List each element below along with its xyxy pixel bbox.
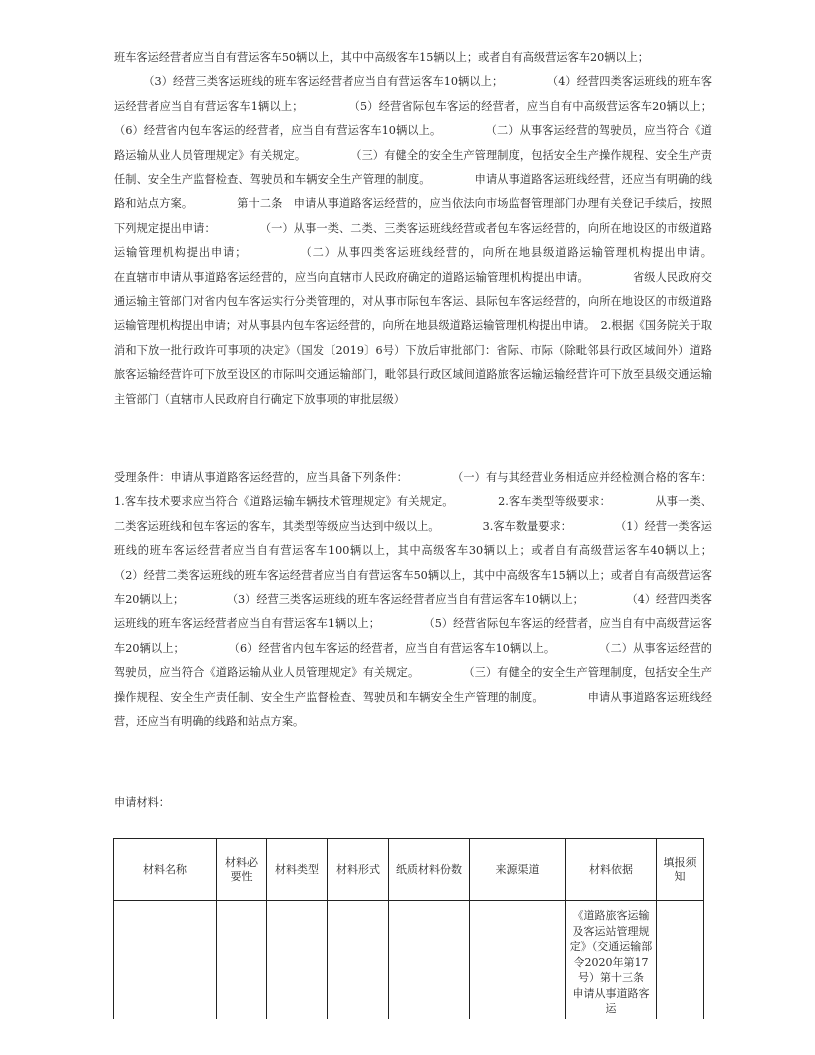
header-necessity: 材料必要性 (217, 839, 267, 901)
materials-table (113, 838, 704, 1019)
cell-necessity (217, 901, 267, 1019)
cell-material-name (114, 901, 217, 1019)
cell-material-form (328, 901, 389, 1019)
cell-material-type (267, 901, 328, 1019)
content-paragraph-1: 班车客运经营者应当自有营运客车50辆以上，其中中高级客车15辆以上；或者自有高级营运客车20辆以上； （3）经营三类客运班线的班车客运经营者应当自有营运客车10辆以上； （4）经营四类客运班线的班车客运经营者应当自有营运客车1辆以上； （5）经营省际包车客运的经营者，应当自有中高级营运客车20辆以上； （6）经营省内包车客运的经营者，应当自有营运客车10辆以上。 （二）从事客运经营的驾驶员，应当符合《道路运输从业人员管理规定》有关规定。 （三）有健全的安全生产管理制度，包括安全生产操作规程、安全生产责任制、安全生产监督检查、驾驶员和车辆安全生产管理的制度。 申请从事道路客运班线经营，还应当有明确的线路和站点方案。 第十二条 申请从事道路客运经营的，应当依法向市场监督管理部门办理有关登记手续后，按照下列规定提出申请： （一）从事一类、二类、三类客运班线经营或者包车客运经营的，向所在地设区的市级道路运输管理机构提出申请； （二）从事四类客运班线经营的，向所在地县级道路运输管理机构提出申请。 在直辖市申请从事道路客运经营的，应当向直辖市人民政府确定的道路运输管理机构提出申请。 省级人民政府交通运输主管部门对省内包车客运实行分类管理的，对从事市际包车客运、县际包车客运经营的，向所在地设区的市级道路运输管理机构提出申请；对从事县内包车客运经营的，向所在地县级道路运输管理机构提出申请。 2.根据《国务院关于取消和下放一批行政许可事项的决定》（国发〔2019〕6号）下放后审批部门：省际、市际（除毗邻县行政区域间外）道路旅客运输经营许可下放至设区的市际叫交通运输部门，毗邻县行政区域间道路旅客运输运输经营许可下放至县级交通运输主管部门（直辖市人民政府自行确定下放事项的审批层级） (114, 51, 713, 406)
acceptance-conditions-paragraph: 受理条件：申请从事道路客运经营的，应当具备下列条件： （一）有与其经营业务相适应并经检测合格的客车： 1.客车技术要求应当符合《道路运输车辆技术管理规定》有关规定。 2.客车类型等级要求： 从事一类、二类客运班线和包车客运的客车，其类型等级应当达到中级以上。 3.客车数量要求： （1）经营一类客运班线的班车客运经营者应当自有营运客车100辆以上，其中高级客车30辆以上；或者自有高级营运客车40辆以上； （2）经营二类客运班线的班车客运经营者应当自有营运客车50辆以上，其中中高级客车15辆以上；或者自有高级营运客车20辆以上； （3）经营三类客运班线的班车客运经营者应当自有营运客车10辆以上； （4）经营四类客运班线的班车客运经营者应当自有营运客车1辆以上； （5）经营省际包车客运的经营者，应当自有中高级营运客车20辆以上； （6）经营省内包车客运的经营者，应当自有营运客车10辆以上。 （二）从事客运经营的驾驶员，应当符合《道路运输从业人员管理规定》有关规定。 （三）有健全的安全生产管理制度，包括安全生产操作规程、安全生产责任制、安全生产监督检查、驾驶员和车辆安全生产管理的制度。 申请从事道路客运班线经营，还应当有明确的线路和站点方案。 (114, 471, 755, 729)
table-header-row (114, 839, 704, 901)
cell-filling-notes (657, 901, 704, 1019)
cell-paper-copies (389, 901, 470, 1019)
materials-heading: 申请材料： (114, 796, 170, 809)
header-material-basis: 材料依据 (566, 839, 657, 901)
header-filling-notes: 填报须知 (657, 839, 704, 901)
header-paper-copies: 纸质材料份数 (389, 839, 470, 901)
header-source-channel: 来源渠道 (470, 839, 566, 901)
table-row (114, 901, 704, 1019)
cell-material-basis: 《道路旅客运输及客运站管理规定》（交通运输部令2020年第17号）第十三条 申请从事道路客运 (566, 901, 657, 1019)
header-material-name: 材料名称 (114, 839, 217, 901)
cell-source-channel (470, 901, 566, 1019)
header-material-type: 材料类型 (267, 839, 328, 901)
header-material-form: 材料形式 (328, 839, 389, 901)
